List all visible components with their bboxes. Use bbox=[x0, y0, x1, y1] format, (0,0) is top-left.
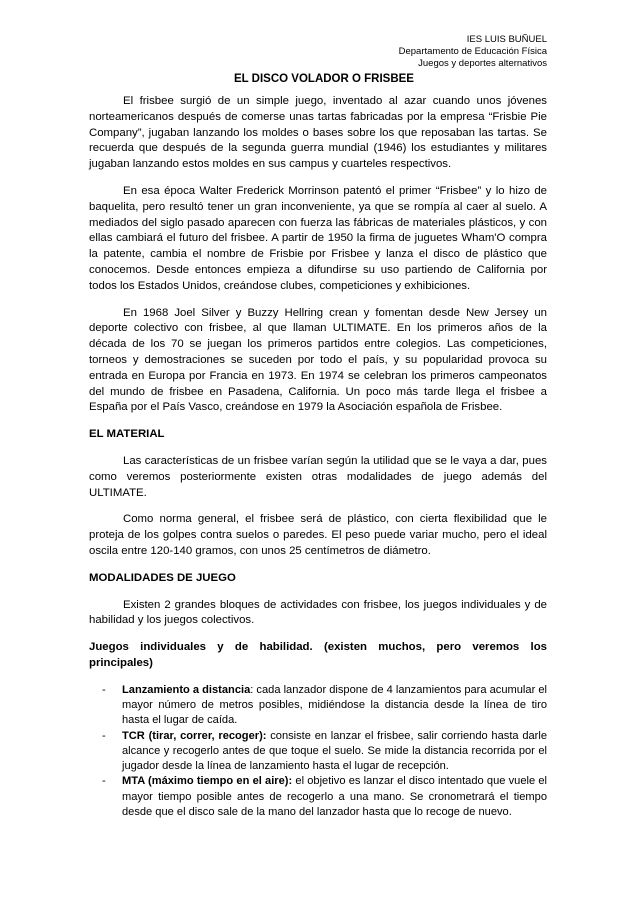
material-heading: EL MATERIAL bbox=[89, 428, 165, 441]
material-paragraph-1: Las características de un frisbee varían según la utilidad que se le vaya a dar, pues como veremos posteriormente existen otras modalidades de juego además del ULTIMATE. bbox=[89, 454, 547, 499]
intro-paragraph-3: En 1968 Joel Silver y Buzzy Hellring crean y fomentan desde New Jersey un deporte colectivo con frisbee, al que llaman ULTIMATE. En los primeros años de la década de los 70 se juegan los primeros partidos entre colegios. Las competiciones, torneos y demostraciones se suceden por todo el país, y su popularidad provoca su entrada en Europa por Francia en 1973. En 1974 se celebran los primeros campeonatos del mundo de frisbee en Pasadena, California. Un poco más tarde llega el frisbee a España por el País Vasco, creándose en 1979 la Asociación española de Frisbee. bbox=[89, 306, 547, 414]
document-page bbox=[89, 34, 547, 820]
games-list bbox=[89, 683, 547, 821]
list-item: - TCR (tirar, correr, recoger): consiste en lanzar el frisbee, salir corriendo hasta darle alcance y recogerlo antes de que toque el suelo. Se mide la distancia recorrida por el jugador desde la línea de lanzamiento hasta el lugar de recepción. bbox=[102, 729, 548, 773]
department-name: Departamento de Educación Física bbox=[398, 46, 547, 57]
modalidades-paragraph: Existen 2 grandes bloques de actividades con frisbee, los juegos individuales y de habilidad y los juegos colectivos. bbox=[89, 598, 547, 627]
school-name: IES LUIS BUÑUEL bbox=[466, 34, 547, 45]
course-name: Juegos y deportes alternativos bbox=[418, 58, 547, 69]
individual-games-heading: Juegos individuales y de habilidad. (existen muchos, pero veremos los principales) bbox=[89, 641, 547, 669]
intro-paragraph-2: En esa época Walter Frederick Morrinson patentó el primer “Frisbee” y lo hizo de baquelita, pero resultó tener un gran inconveniente, ya que se rompía al caer al suelo. A mediados del siglo pasado aparecen con fuerza las fábricas de materiales plásticos, y con ellas cambiará el futuro del frisbee. A partir de 1950 la firma de juguetes Wham'O compra la patente, cambia el nombre de Frisbie por Frisbee y lanza el disco de plástico que conocemos. Desde entonces empieza a difundirse su uso partiendo de California por todos los Estados Unidos, creándose clubes, competiciones y exhibiciones. bbox=[89, 184, 547, 292]
list-item: - Lanzamiento a distancia: cada lanzador dispone de 4 lanzamientos para acumular el mayor número de metros posibles, midiéndose la distancia desde la línea de tiro hasta el lugar de caída. bbox=[102, 683, 547, 727]
intro-paragraph-1: El frisbee surgió de un simple juego, inventado al azar cuando unos jóvenes norteamericanos después de comerse unas tartas fabricadas por la empresa “Frisbie Pie Company”, jugaban lanzando los moldes o bases sobre los que reposaban las tartas. Se recuerda que después de la segunda guerra mundial (1946) los estudiantes y militares jugaban lanzando estos moldes en sus campus y cuarteles respectivos. bbox=[89, 95, 547, 171]
game-description: cada lanzador dispone de 4 lanzamientos para acumular el mayor número de metros posibles, midiéndose la distancia desde la línea de tiro hasta el lugar de caída. bbox=[122, 683, 547, 727]
game-term: TCR (tirar, correr, recoger): bbox=[122, 729, 267, 742]
document-header bbox=[89, 34, 547, 70]
game-description: consiste en lanzar el frisbee, salir corriendo hasta darle alcance y recogerlo antes de que toque el suelo. Se mide la distancia recorrida por el jugador desde la línea de lanzamiento hasta el lugar de recepción. bbox=[122, 729, 548, 773]
game-description: el objetivo es lanzar el disco intentado que vuele el mayor tiempo posible antes de recogerlo a una mano. Se cronometrará el tiempo desde que el disco sale de la mano del lanzador hasta que lo recoge de nuevo. bbox=[122, 775, 547, 819]
modalidades-heading: MODALIDADES DE JUEGO bbox=[89, 571, 236, 584]
list-item: - MTA (máximo tiempo en el aire): el objetivo es lanzar el disco intentado que vuele el mayor tiempo posible antes de recogerlo a una mano. Se cronometrará el tiempo desde que el disco sale de la mano del lanzador hasta que lo recoge de nuevo. bbox=[102, 775, 547, 819]
game-term: MTA (máximo tiempo en el aire): bbox=[122, 775, 293, 788]
game-term: Lanzamiento a distancia bbox=[122, 683, 251, 696]
material-paragraph-2: Como norma general, el frisbee será de plástico, con cierta flexibilidad que le proteja de los golpes contra suelos o paredes. El peso puede variar mucho, pero el ideal oscila entre 120-140 gramos, con unos 25 centímetros de diámetro. bbox=[89, 513, 547, 557]
document-title: EL DISCO VOLADOR O FRISBEE bbox=[234, 73, 414, 85]
